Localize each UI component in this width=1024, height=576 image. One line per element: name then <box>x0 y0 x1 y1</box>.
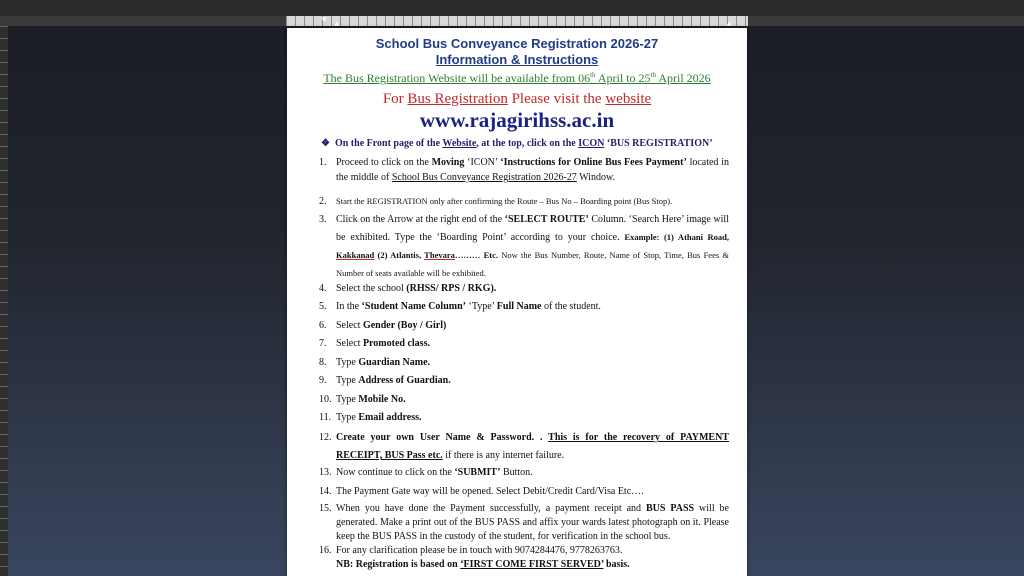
diamond-bullet-icon: ❖ <box>321 138 330 149</box>
ruler-indent-marker-icon[interactable]: ▼ <box>320 15 328 24</box>
document-title: School Bus Conveyance Registration 2026-27 <box>375 36 659 51</box>
list-item: 10. Type Mobile No. <box>319 394 406 405</box>
website-link[interactable]: website <box>605 91 652 107</box>
list-item: 11. Type Email address. <box>319 412 422 423</box>
horizontal-ruler[interactable] <box>286 16 748 26</box>
vertical-ruler <box>0 26 8 576</box>
list-item: 16. For any clarification please be in touch with 9074284476, 9778263763. NB: Registration is based on ‘FIRST COME FIRST SERVED’ basis. <box>319 545 630 570</box>
list-item: 12. Create your own User Name & Password. . This is for the recovery of PAYMENT RECEIPT, BUS Pass etc. if there is any internet failure. <box>319 432 729 461</box>
ruler-left-indent-icon[interactable]: ▲ <box>333 19 341 28</box>
list-item: 4. Select the school (RHSS/ RPS / RKG). <box>319 283 497 294</box>
document-page[interactable] <box>287 28 747 576</box>
list-item: 8. Type Guardian Name. <box>319 357 431 368</box>
website-url[interactable]: www.rajagirihss.ac.in <box>419 108 615 132</box>
list-item: 13. Now continue to click on the ‘SUBMIT’ Button. <box>319 467 533 478</box>
list-item: 2. Start the REGISTRATION only after confirming the Route – Bus No – Boarding point (Bus Stop). <box>319 196 673 207</box>
list-item: 6. Select Gender (Boy / Girl) <box>319 320 447 331</box>
availability-line: The Bus Registration Website will be available from 06th April to 25th April 2026 <box>323 71 711 85</box>
ruler-margin-right <box>748 16 1024 26</box>
document-subtitle: Information & Instructions <box>435 52 599 67</box>
list-item: 9. Type Address of Guardian. <box>319 375 451 386</box>
bus-registration-link[interactable]: Bus Registration <box>407 91 508 107</box>
front-page-instruction: ❖ On the Front page of the Website, at the top, click on the ICON ‘BUS REGISTRATION’ <box>321 138 713 149</box>
visit-website-line: For Bus Registration Please visit the website <box>382 91 652 107</box>
list-item: 7. Select Promoted class. <box>319 338 430 349</box>
list-item: 14. The Payment Gate way will be opened. Select Debit/Credit Card/Visa Etc…. <box>319 486 644 497</box>
window-top-bar <box>0 0 1024 16</box>
ruler-right-indent-icon[interactable]: ▲ <box>725 19 733 28</box>
list-item: 5. In the ‘Student Name Column’ ‘Type’ Full Name of the student. <box>319 301 601 312</box>
list-item: 3. Click on the Arrow at the right end of the ‘SELECT ROUTE’ Column. ‘Search Here’ image will be exhibited. Type the ‘Boarding Point’ according to your choice. Example: (1) Athani Road, Kakkanad (2) Atlantis, Thevara……… Etc. Now the Bus Number, Route, Name of Stop, Time, Bus Fees & Number of seats available will be exhibited. <box>319 214 729 278</box>
ruler-margin-left <box>0 16 286 26</box>
list-item: 1. Proceed to click on the Moving ‘ICON’ ‘Instructions for Online Bus Fees Payment’ located in the middle of School Bus Conveyance Registration 2026-27 Window. <box>319 157 729 183</box>
list-item: 15. When you have done the Payment successfully, a payment receipt and BUS PASS will be generated. Make a print out of the BUS PASS and affix your wards latest photograph on it. Please keep the BUS PASS in the custody of the student, for verification in the school bus. <box>319 503 729 542</box>
